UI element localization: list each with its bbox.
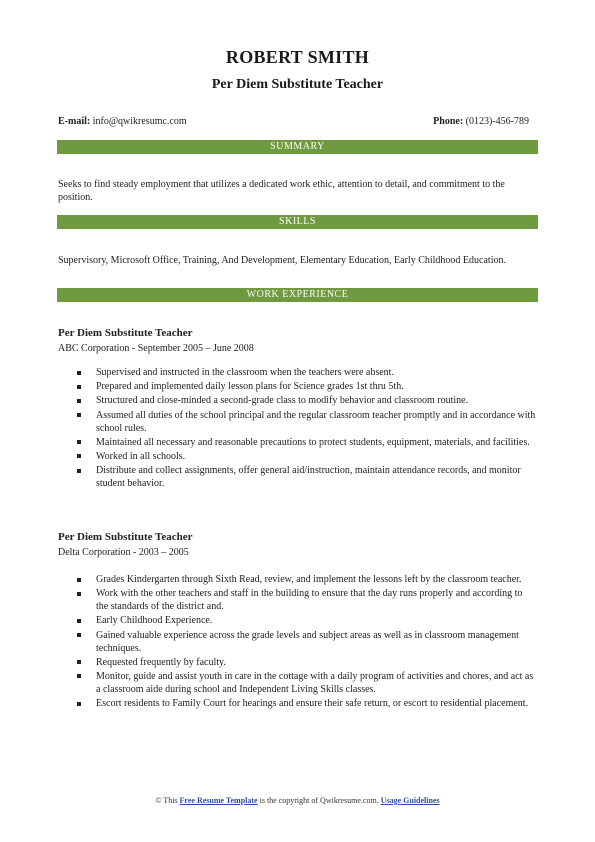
phone-value: (0123)-456-789 (465, 116, 529, 127)
list-item: Gained valuable experience across the grade levels and subject areas as well as in classroom management techniques. (58, 629, 536, 655)
job-bullet-list (58, 573, 536, 711)
footer-middle: is the copyright of Qwikresume.com. (257, 796, 381, 805)
email-label: E-mail: (58, 116, 91, 127)
list-item: Maintained all necessary and reasonable precautions to protect students, equipment, materials, and facilities. (58, 436, 536, 449)
list-item: Monitor, guide and assist youth in care in the cottage with a daily program of activities and chores, and act as a classroom aide during school and Independent Living Skills classes. (58, 670, 536, 696)
summary-heading: SUMMARY (57, 140, 538, 154)
footer-prefix: © This (155, 796, 180, 805)
list-item: Supervised and instructed in the classroom when the teachers were absent. (58, 366, 536, 379)
list-item: Escort residents to Family Court for hearings and ensure their safe return, or escort to residential placement. (58, 697, 536, 710)
job-bullet-list (58, 366, 536, 491)
job-employer-dates: Delta Corporation - 2003 – 2005 (58, 547, 189, 558)
list-item: Work with the other teachers and staff in the building to ensure that the day runs properly and according to the standards of the district and. (58, 587, 536, 613)
work-experience-heading: WORK EXPERIENCE (57, 288, 538, 302)
skills-text: Supervisory, Microsoft Office, Training, And Development, Elementary Education, Early Childhood Education. (58, 255, 506, 266)
list-item: Prepared and implemented daily lesson plans for Science grades 1st thru 5th. (58, 380, 536, 393)
list-item: Assumed all duties of the school principal and the regular classroom teacher promptly and in accordance with school rules. (58, 409, 536, 435)
email-line (58, 116, 187, 127)
list-item: Grades Kindergarten through Sixth Read, review, and implement the lessons left by the classroom teacher. (58, 573, 536, 586)
list-item: Requested frequently by faculty. (58, 656, 536, 669)
job-title: Per Diem Substitute Teacher (58, 327, 193, 339)
candidate-title: Per Diem Substitute Teacher (211, 77, 384, 92)
job-title: Per Diem Substitute Teacher (58, 531, 193, 543)
list-item: Worked in all schools. (58, 450, 536, 463)
list-item: Structured and close-minded a second-grade class to modify behavior and classroom routine. (58, 394, 536, 407)
copyright-footer (0, 796, 595, 805)
list-item: Distribute and collect assignments, offer general aid/instruction, maintain attendance records, and monitor student behavior. (58, 464, 536, 490)
email-value[interactable]: info@qwikresumc.com (92, 116, 187, 127)
job-employer-dates: ABC Corporation - September 2005 – June 2008 (58, 343, 254, 354)
list-item: Early Childhood Experience. (58, 614, 536, 627)
phone-line (433, 116, 529, 127)
summary-text: Seeks to find steady employment that utilizes a dedicated work ethic, attention to detail, and commitment to the position. (58, 179, 505, 203)
free-resume-template-link[interactable]: Free Resume Template (179, 796, 258, 805)
phone-label: Phone: (433, 116, 464, 127)
skills-heading: SKILLS (57, 215, 538, 229)
candidate-name: ROBERT SMITH (225, 47, 370, 67)
usage-guidelines-link[interactable]: Usage Guidelines (380, 796, 440, 805)
